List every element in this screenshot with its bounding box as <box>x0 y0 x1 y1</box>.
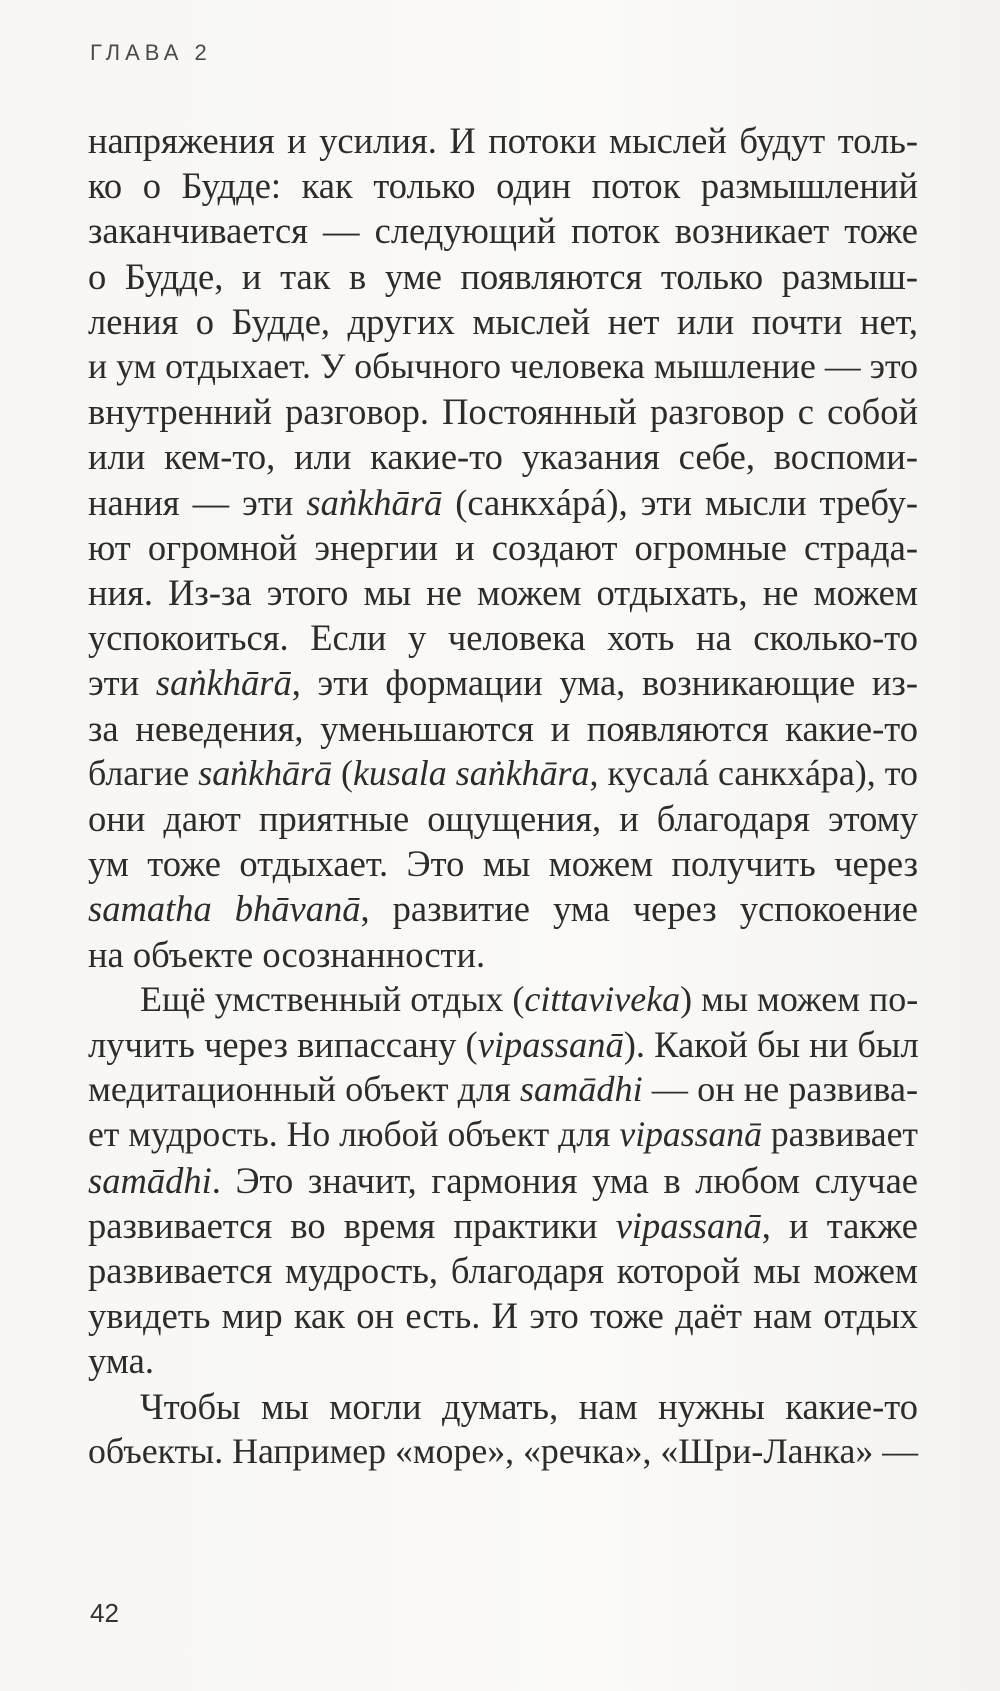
text-line: эти saṅkhārā, эти формации ума, возникающие из- <box>88 662 918 704</box>
body-text <box>88 118 918 1474</box>
text-line: успокоиться. Если у человека хоть на сколько-то <box>88 617 918 659</box>
text-line: Чтобы мы могли думать, нам нужны какие-то <box>140 1385 918 1427</box>
text-line: ум тоже отдыхает. Это мы можем получить через <box>88 843 918 885</box>
text-line: ния. Из-за этого мы не можем отдыхать, не можем <box>88 572 918 614</box>
text-line: благие saṅkhārā (kusala saṅkhāra, кусалá санкхáра), то <box>88 752 918 793</box>
running-head: ГЛАВА 2 <box>90 40 212 65</box>
text-line: они дают приятные ощущения, и благодаря этому <box>88 798 918 840</box>
text-line: за неведения, уменьшаются и появляются какие-то <box>88 707 918 749</box>
text-line: samādhi. Это значит, гармония ума в любом случае <box>88 1159 918 1201</box>
paragraph-3 <box>88 1384 918 1474</box>
text-line: или кем-то, или какие-то указания себе, воспоми- <box>88 436 918 478</box>
text-line: заканчивается — следующий поток возникает тоже <box>88 210 918 252</box>
text-line: развивается во время практики vipassanā, и также <box>88 1204 918 1246</box>
text-line: ют огромной энергии и создают огромные страда- <box>88 526 918 568</box>
text-line: объекты. Например «море», «речка», «Шри-Ланка» — <box>88 1430 919 1471</box>
text-line: лучить через випассану (vipassanā). Какой бы ни был <box>88 1024 919 1066</box>
text-line: напряжения и усилия. И потоки мыслей будут толь- <box>88 120 918 161</box>
text-line: на объекте осознанности. <box>88 933 486 975</box>
text-line: увидеть мир как он есть. И это тоже даёт нам отдых <box>88 1295 918 1337</box>
paragraph-2 <box>88 977 918 1384</box>
text-line: нания — эти saṅkhārā (санкхáрá), эти мысли требу- <box>88 481 918 523</box>
text-line: ления о Будде, других мыслей нет или почти нет, <box>88 300 918 342</box>
paragraph-1 <box>88 118 918 977</box>
text-line: ко о Будде: как только один поток размышлений <box>88 165 918 207</box>
text-line: медитационный объект для samādhi — он не развива- <box>88 1069 919 1110</box>
text-line: о Будде, и так в уме появляются только размыш- <box>88 255 918 297</box>
text-line: развивается мудрость, благодаря которой мы можем <box>88 1250 918 1292</box>
text-line: Ещё умственный отдых (cittaviveka) мы можем по- <box>140 978 919 1019</box>
text-line: ума. <box>88 1340 154 1382</box>
text-line: и ум отдыхает. У обычного человека мышление — это <box>88 346 918 387</box>
text-line: внутренний разговор. Постоянный разговор с собой <box>88 391 918 433</box>
page-number: 42 <box>90 1598 119 1628</box>
text-line: ет мудрость. Но любой объект для vipassanā развивает <box>88 1114 918 1155</box>
text-line: samatha bhāvanā, развитие ума через успокоение <box>88 888 919 930</box>
